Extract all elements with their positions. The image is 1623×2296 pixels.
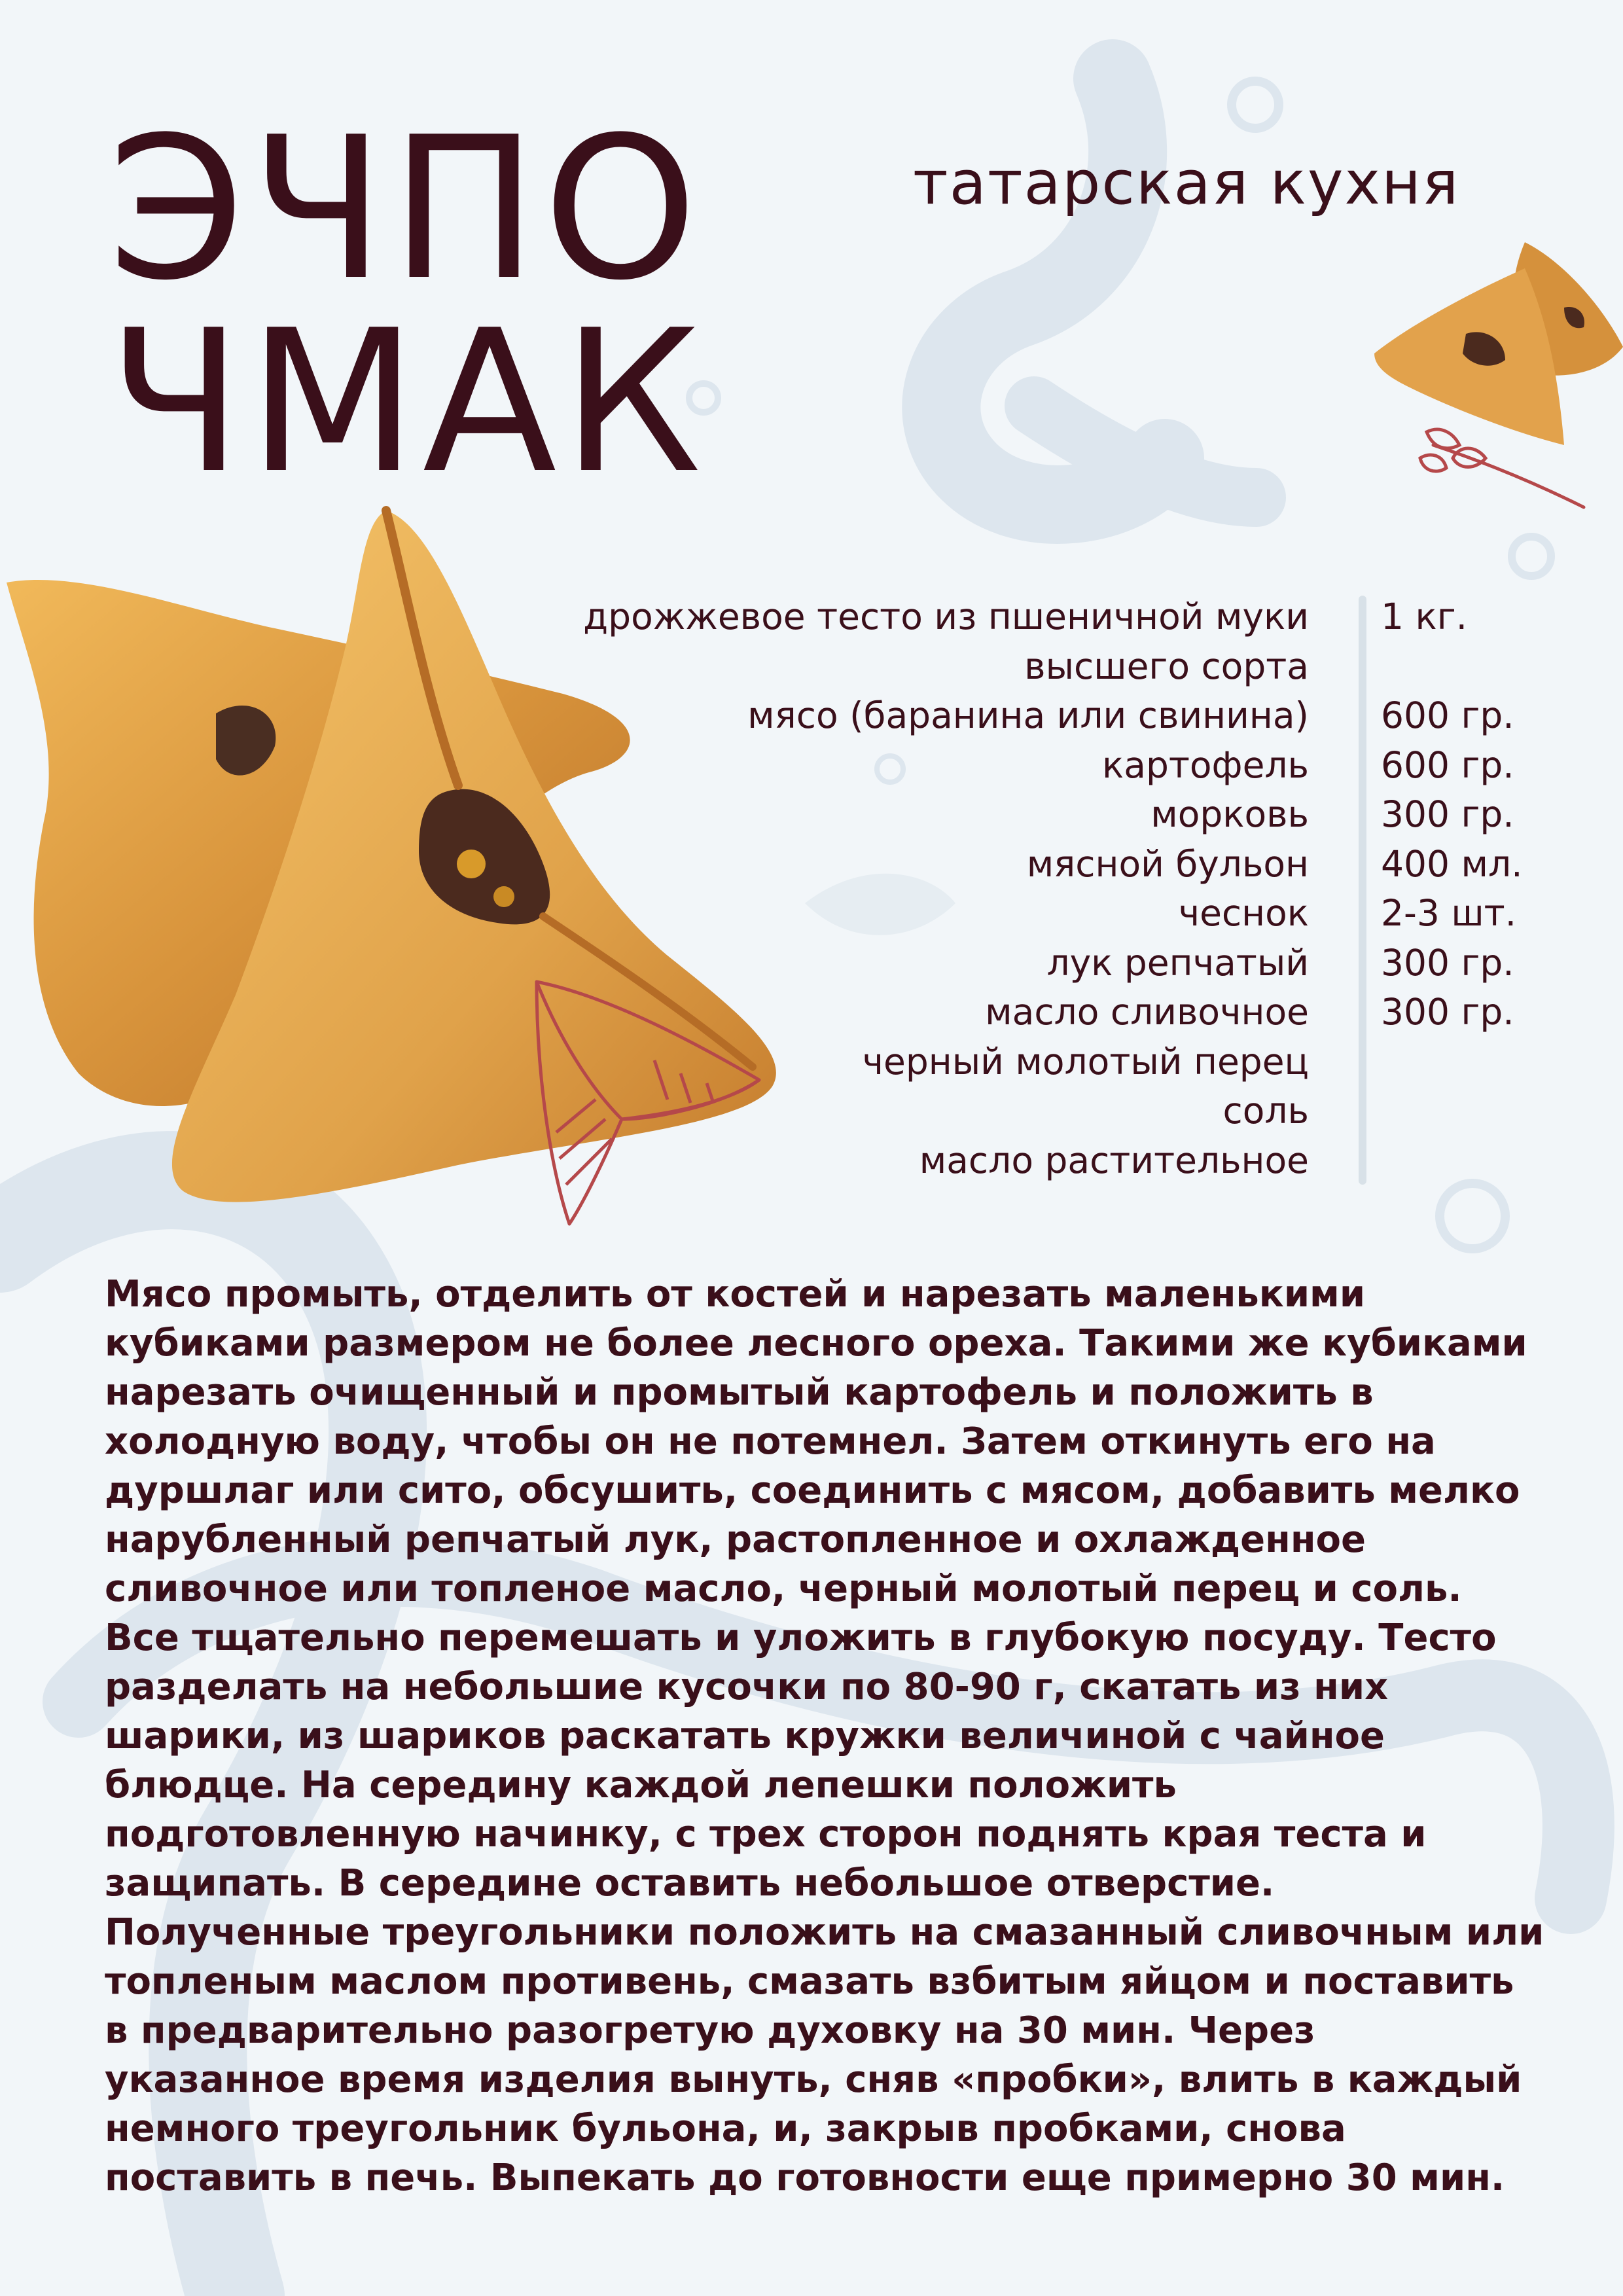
ingredient-name: лук репчатый (1046, 941, 1309, 984)
ingredient-name: черный молотый перец (862, 1040, 1309, 1083)
bg-circle-1 (1232, 81, 1279, 128)
ingredient-name: дрожжевое тесто из пшеничной муки (583, 596, 1309, 637)
ingredient-qty (1335, 642, 1544, 692)
ingredient-row (497, 1136, 1544, 1186)
filling-carrot-1 (457, 850, 486, 878)
herb-leaf-3 (1420, 455, 1446, 471)
bg-circle-3 (1512, 537, 1551, 576)
recipe-instructions: Мясо промыть, отделить от костей и нарезать маленькими кубиками размером не более лесного ореха. Такими же кубиками нарезать очищенный и промытый картофель и положить в холодную воду, чтобы он не потемнел. Затем откинуть его на дуршлаг или сито, обсушить, соединить с мясом, добавить мелко нарубленный репчатый лук, растопленное и охлажденное сливочное или топленое масло, черный молотый перец и соль. Все тщательно перемешать и уложить в глубокую посуду. Тесто разделать на небольшие кусочки по 80-90 г, скатать из них шарики, из шариков раскатать кружки величиной с чайное блюдце. На середину каждой лепешки положить подготовленную начинку, с трех сторон поднять края теста и защипать. В середине оставить небольшое отверстие. Полученные треугольники положить на смазанный сливочным или топленым маслом противень, смазать взбитым яйцом и поставить в предварительно разогретую духовку на 30 мин. Через указанное время изделия вынуть, сняв «пробки», влить в каждый немного треугольник бульона, и, закрыв пробками, снова поставить в печь. Выпекать до готовности еще примерно 30 мин. (105, 1273, 1544, 2199)
ingredient-qty: 300 гр. (1381, 941, 1514, 984)
ingredient-qty: 400 мл. (1381, 842, 1523, 885)
ingredient-name: чеснок (1178, 892, 1309, 934)
ingredient-row (497, 592, 1544, 642)
ingredient-row (497, 1086, 1544, 1136)
ingredient-row (497, 790, 1544, 840)
ingredient-row (497, 1037, 1544, 1087)
ingredient-qty: 600 гр. (1381, 744, 1514, 786)
ingredient-name: картофель (1102, 744, 1309, 786)
ingredient-qty (1335, 1086, 1544, 1136)
title-line-2: ЧМАК (108, 288, 707, 516)
ingredient-row (497, 691, 1544, 741)
ingredient-qty (1335, 1037, 1544, 1087)
ingredient-row (497, 988, 1544, 1037)
ingredient-name: морковь (1150, 793, 1309, 835)
ingredient-row (497, 939, 1544, 988)
ingredient-name: высшего сорта (1024, 645, 1309, 687)
ingredient-name: соль (1222, 1090, 1309, 1132)
title-line-1: ЭЧПО (108, 95, 703, 323)
herb-leaf-1 (1427, 429, 1459, 448)
ingredient-row (497, 840, 1544, 889)
ingredient-qty: 300 гр. (1381, 793, 1514, 835)
ingredient-name: масло растительное (919, 1139, 1309, 1181)
ingredient-name: мясо (баранина или свинина) (747, 694, 1309, 736)
ingredient-qty: 300 гр. (1381, 991, 1514, 1033)
herb-sketch (1414, 419, 1590, 517)
subtitle: татарская кухня (913, 148, 1460, 218)
ingredients-list (497, 592, 1544, 1185)
ingredient-name: мясной бульон (1026, 842, 1309, 885)
ingredient-qty (1335, 1136, 1544, 1186)
ingredient-name: масло сливочное (985, 991, 1309, 1033)
bg-circle-4 (1440, 1183, 1505, 1249)
ingredient-row (497, 642, 1544, 692)
ingredient-row (497, 741, 1544, 791)
ingredient-qty: 600 гр. (1381, 694, 1514, 736)
ingredient-row (497, 889, 1544, 939)
ingredient-qty: 1 кг. (1381, 596, 1468, 637)
ingredient-qty: 2-3 шт. (1381, 892, 1517, 934)
